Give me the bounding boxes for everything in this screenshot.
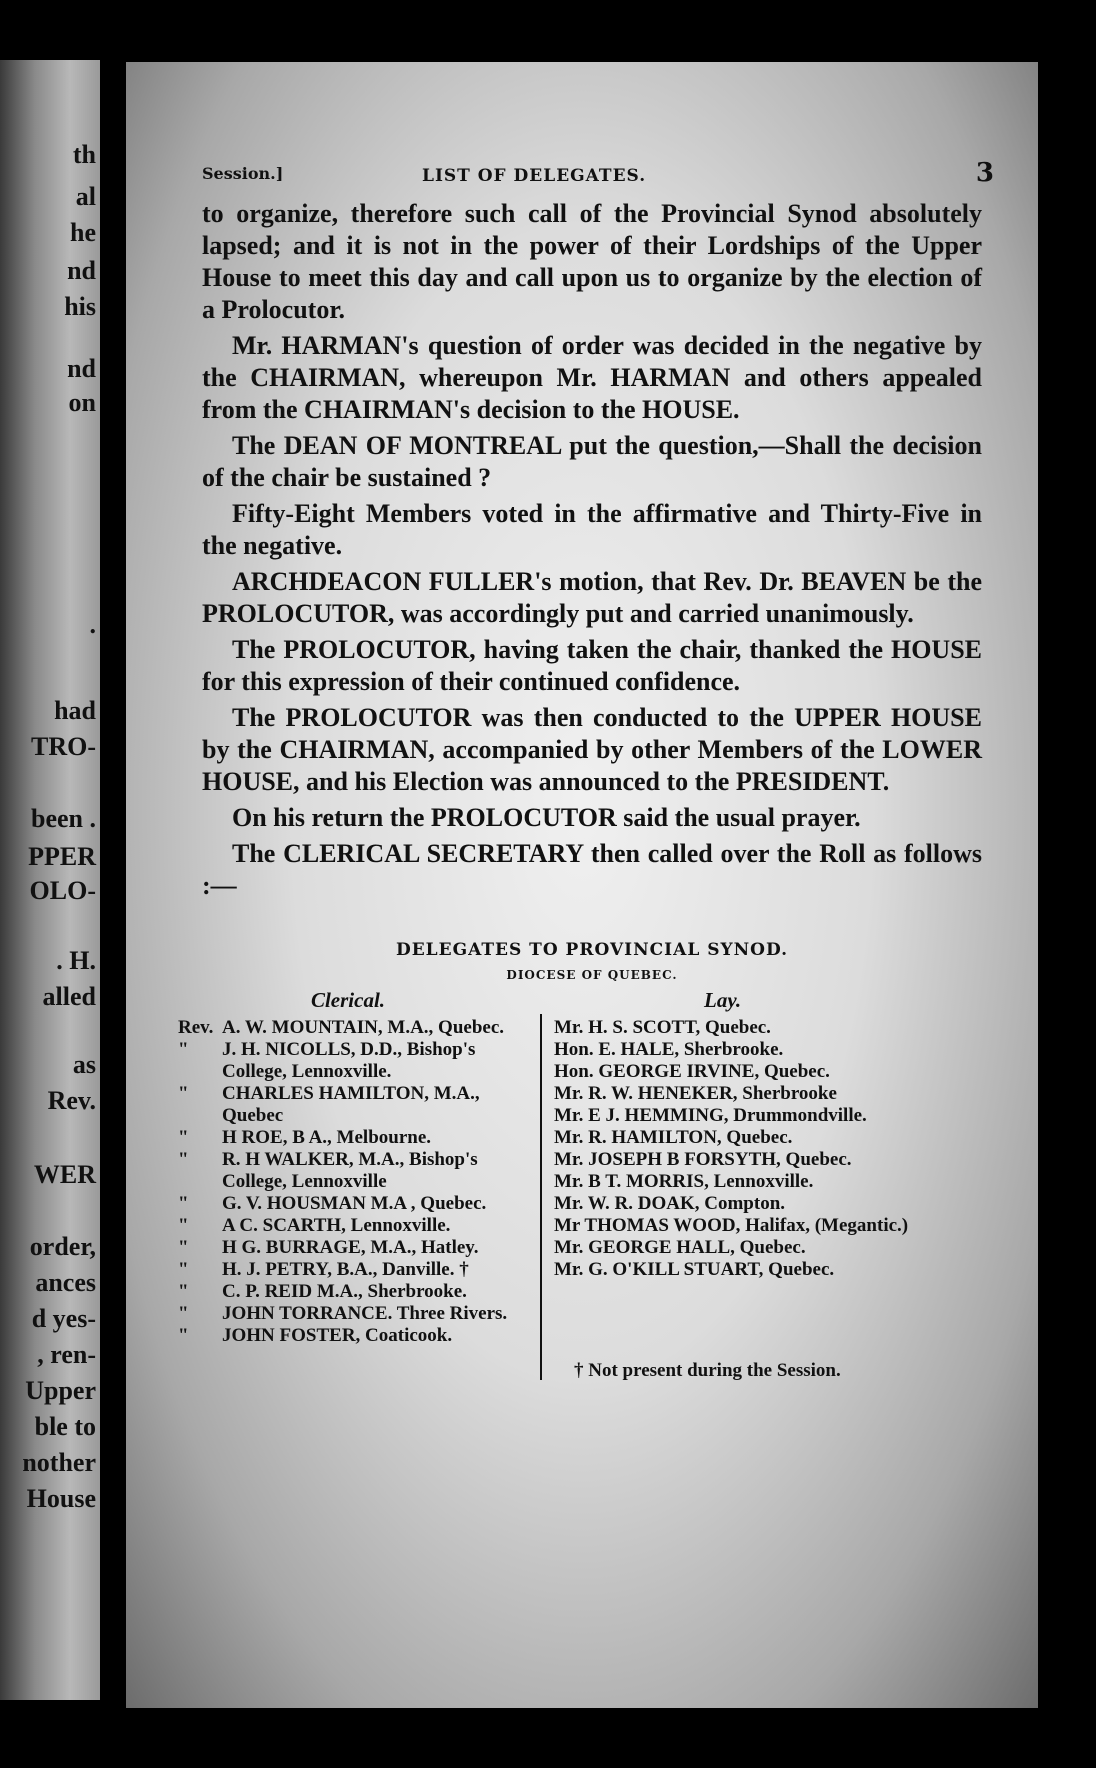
entry-text: A C. SCARTH, Lennoxville.: [222, 1215, 451, 1236]
ditto-mark: ": [178, 1325, 189, 1346]
left-page-fragment: . H.: [56, 946, 96, 975]
ditto-mark: ": [178, 1237, 189, 1258]
clerical-delegate: [178, 1127, 518, 1149]
clerical-delegate: [178, 1215, 518, 1237]
clerical-delegate: [178, 1083, 518, 1127]
clerical-column: [178, 988, 518, 1347]
clerical-delegate: [178, 1193, 518, 1215]
ditto-mark: ": [178, 1193, 189, 1214]
clerical-delegate: [178, 1149, 518, 1193]
left-page-fragment: .: [89, 610, 96, 639]
clerical-delegate: [178, 1017, 518, 1039]
body-paragraph: Fifty-Eight Members voted in the affirmative and Thirty-Five in the negative.: [202, 499, 982, 560]
lay-delegate: Mr. R. W. HENEKER, Sherbrooke: [554, 1083, 837, 1104]
left-page-fragment: Rev.: [47, 1086, 96, 1115]
main-page: [126, 62, 1038, 1708]
ditto-mark: ": [178, 1281, 189, 1302]
page-content: [178, 158, 994, 1408]
left-page-fragment: OLO-: [29, 876, 96, 905]
entry-text: JOHN FOSTER, Coaticook.: [222, 1325, 453, 1346]
left-page-fragment: he: [70, 218, 96, 247]
clerical-delegate: [178, 1039, 518, 1083]
entry-text: H ROE, B A., Melbourne.: [222, 1127, 432, 1148]
body-paragraph: The DEAN OF MONTREAL put the question,—Shall the decision of the chair be sustained ?: [202, 431, 982, 492]
ditto-mark: ": [178, 1039, 189, 1060]
body-paragraph: to organize, therefore such call of the Provincial Synod absolutely lapsed; and it is not in the power of their Lordships of the Upper House to meet this day and call upon us to organize by the election of a Prolocutor.: [202, 199, 982, 324]
running-head: [202, 158, 994, 198]
lay-delegate: Mr. G. O'KILL STUART, Quebec.: [554, 1259, 835, 1280]
lay-delegate: Mr. GEORGE HALL, Quebec.: [554, 1237, 806, 1258]
body-paragraph: The PROLOCUTOR, having taken the chair, thanked the HOUSE for this expression of their continued confidence.: [202, 635, 982, 696]
left-page-fragment: PPER: [28, 842, 96, 871]
left-page-fragment: nother: [22, 1448, 96, 1477]
left-page-fragment: on: [68, 388, 96, 417]
lay-delegate: Mr. B T. MORRIS, Lennoxville.: [554, 1171, 814, 1192]
left-page-fragment: as: [72, 1050, 96, 1079]
left-page-fragment: his: [64, 292, 96, 321]
diocese-subtitle: DIOCESE OF QUEBEC.: [506, 968, 678, 982]
left-page-fragment: order,: [29, 1232, 96, 1261]
left-page-fragment: d yes-: [31, 1304, 96, 1333]
clerical-heading: Clerical.: [310, 988, 386, 1012]
left-page-fragment: House: [26, 1484, 96, 1513]
lay-delegate: Mr THOMAS WOOD, Halifax, (Megantic.): [554, 1215, 909, 1236]
entry-text: A. W. MOUNTAIN, M.A., Quebec.: [222, 1017, 505, 1038]
lay-delegate: Mr. W. R. DOAK, Compton.: [554, 1193, 786, 1214]
left-page-fragment: nd: [67, 256, 96, 285]
delegates-title: DELEGATES TO PROVINCIAL SYNOD.: [395, 940, 789, 960]
left-page-fragment: ances: [35, 1268, 96, 1297]
left-page-fragment: al: [75, 182, 96, 211]
running-head-section: Session.]: [202, 164, 284, 183]
left-page-fragment: TRO-: [31, 732, 96, 761]
clerical-delegate: [178, 1325, 518, 1347]
lay-delegate: Mr. JOSEPH B FORSYTH, Quebec.: [554, 1149, 852, 1170]
ditto-mark: ": [178, 1303, 189, 1324]
page-number: 3: [975, 158, 994, 188]
left-page-fragment: Upper: [25, 1376, 96, 1405]
left-page-fragment: been .: [31, 804, 96, 833]
footnote: † Not present during the Session.: [574, 1360, 841, 1381]
body-paragraph: On his return the PROLOCUTOR said the usual prayer.: [232, 803, 861, 832]
left-page-edge: [0, 60, 100, 1700]
clerical-delegate: [178, 1237, 518, 1259]
ditto-mark: ": [178, 1083, 189, 1104]
entry-text: C. P. REID M.A., Sherbrooke.: [222, 1281, 467, 1302]
ditto-mark: ": [178, 1259, 189, 1280]
entry-text: CHARLES HAMILTON, M.A., Quebec: [222, 1083, 480, 1126]
ditto-mark: ": [178, 1215, 189, 1236]
delegates-columns: [178, 988, 982, 1408]
lay-heading: Lay.: [704, 988, 742, 1012]
left-page-fragment: , ren-: [37, 1340, 96, 1369]
body-paragraph: The PROLOCUTOR was then conducted to the UPPER HOUSE by the CHAIRMAN, accompanied by other Members of the LOWER HOUSE, and his Election was announced to the PRESIDENT.: [202, 703, 982, 796]
left-page-fragment: WER: [33, 1160, 96, 1189]
running-head-title: LIST OF DELEGATES.: [422, 166, 647, 186]
clerical-delegate: [178, 1259, 518, 1281]
entry-text: JOHN TORRANCE. Three Rivers.: [222, 1303, 508, 1324]
column-divider: [540, 1014, 542, 1380]
lay-delegate: Hon. GEORGE IRVINE, Quebec.: [554, 1061, 830, 1082]
lay-delegate: Hon. E. HALE, Sherbrooke.: [554, 1039, 784, 1060]
entry-text: R. H WALKER, M.A., Bishop's College, Lennoxville: [222, 1149, 478, 1192]
lay-delegate: Mr. E J. HEMMING, Drummondville.: [554, 1105, 867, 1126]
body-paragraph: The CLERICAL SECRETARY then called over the Roll as follows :—: [202, 839, 982, 900]
body-paragraph: Mr. HARMAN's question of order was decided in the negative by the CHAIRMAN, whereupon Mr. HARMAN and others appealed from the CHAIRMAN's decision to the HOUSE.: [202, 331, 982, 424]
ditto-mark: ": [178, 1149, 189, 1170]
body-paragraph: ARCHDEACON FULLER's motion, that Rev. Dr. BEAVEN be the PROLOCUTOR, was accordingly put and carried unanimously.: [202, 567, 982, 628]
entry-text: H. J. PETRY, B.A., Danville. †: [222, 1259, 469, 1280]
entry-text: J. H. NICOLLS, D.D., Bishop's College, Lennoxville.: [222, 1039, 476, 1082]
clerical-delegate: [178, 1281, 518, 1303]
entry-text: H G. BURRAGE, M.A., Hatley.: [222, 1237, 479, 1258]
left-page-fragment: ble to: [34, 1412, 96, 1441]
entry-mark: Rev.: [178, 1017, 214, 1038]
left-page-fragment: nd: [67, 354, 96, 383]
lay-delegate: Mr. H. S. SCOTT, Quebec.: [554, 1017, 771, 1038]
left-page-fragment: alled: [42, 982, 96, 1011]
entry-text: G. V. HOUSMAN M.A , Quebec.: [222, 1193, 487, 1214]
lay-column: [554, 988, 914, 1281]
left-page-fragment: had: [54, 696, 96, 725]
clerical-delegate: [178, 1303, 518, 1325]
ditto-mark: ": [178, 1127, 189, 1148]
lay-delegate: Mr. R. HAMILTON, Quebec.: [554, 1127, 793, 1148]
left-page-fragment: th: [72, 140, 96, 169]
